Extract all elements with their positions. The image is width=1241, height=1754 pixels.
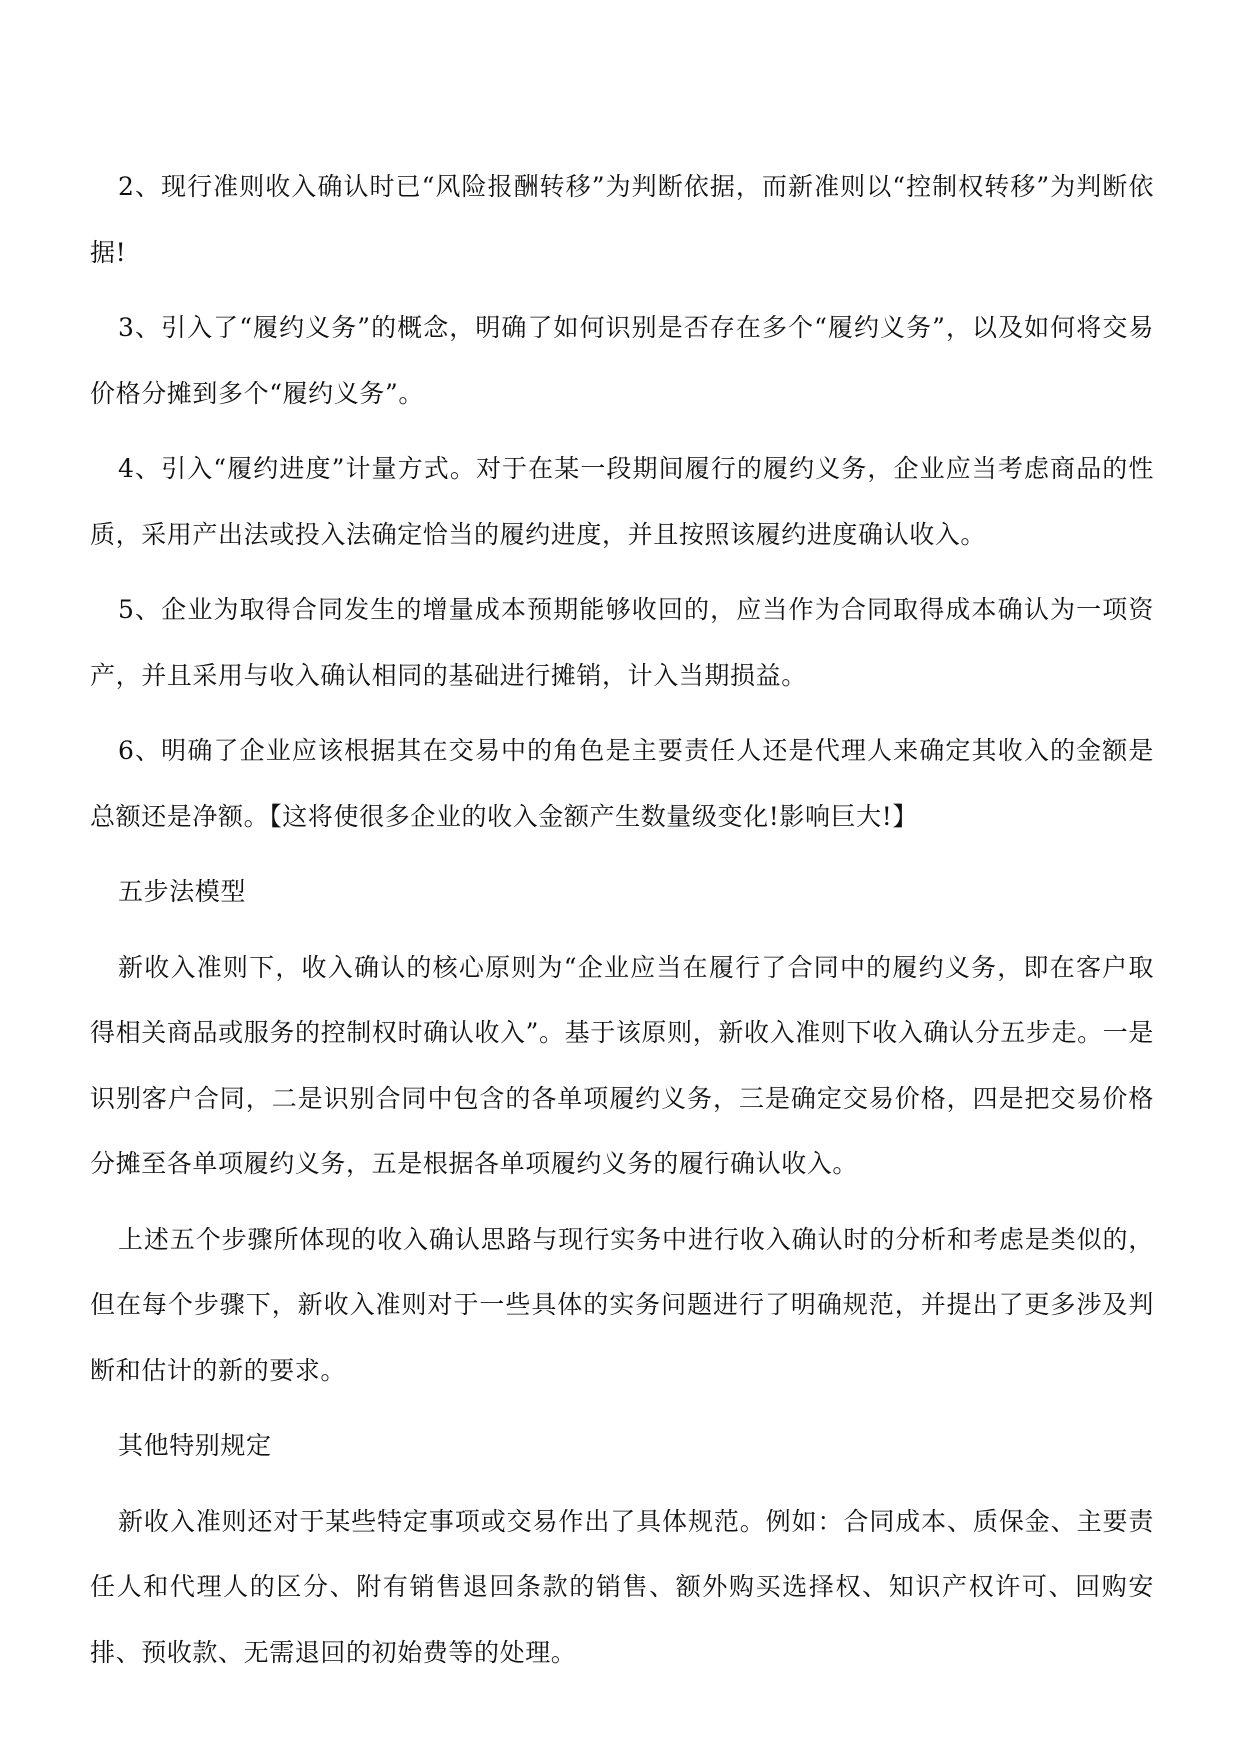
paragraph-special-rules: 新收入准则还对于某些特定事项或交易作出了具体规范。例如：合同成本、质保金、主要责任人和代理人的区分、附有销售退回条款的销售、额外购买选择权、知识产权许可、回购安排、预收款、无需退回的初始费等的处理。 [90,1506,1154,1667]
document-body [90,154,1154,1695]
paragraph-item-2: 2、现行准则收入确认时已“风险报酬转移”为判断依据，而新准则以“控制权转移”为判断依据! [90,172,1154,267]
paragraph-item-3: 3、引入了“履约义务”的概念，明确了如何识别是否存在多个“履约义务”，以及如何将交易价格分摊到多个“履约义务”。 [90,313,1154,408]
section-heading-five-step: 五步法模型 [118,877,247,906]
paragraph-five-step-principle: 新收入准则下，收入确认的核心原则为“企业应当在履行了合同中的履约义务，即在客户取得相关商品或服务的控制权时确认收入”。基于该原则，新收入准则下收入确认分五步走。一是识别客户合同，二是识别合同中包含的各单项履约义务，三是确定交易价格，四是把交易价格分摊至各单项履约义务，五是根据各单项履约义务的履行确认收入。 [90,952,1154,1178]
paragraph-five-step-comparison: 上述五个步骤所体现的收入确认思路与现行实务中进行收入确认时的分析和考虑是类似的，但在每个步骤下，新收入准则对于一些具体的实务问题进行了明确规范，并提出了更多涉及判断和估计的新的要求。 [90,1224,1154,1385]
paragraph-item-4: 4、引入“履约进度”计量方式。对于在某一段期间履行的履约义务，企业应当考虑商品的性质，采用产出法或投入法确定恰当的履约进度，并且按照该履约进度确认收入。 [90,454,1154,549]
paragraph-item-6: 6、明确了企业应该根据其在交易中的角色是主要责任人还是代理人来确定其收入的金额是总额还是净额。【这将使很多企业的收入金额产生数量级变化!影响巨大!】 [90,736,1154,831]
section-heading-special-rules: 其他特别规定 [118,1431,272,1460]
paragraph-item-5: 5、企业为取得合同发生的增量成本预期能够收回的，应当作为合同取得成本确认为一项资产，并且采用与收入确认相同的基础进行摊销，计入当期损益。 [90,595,1154,690]
